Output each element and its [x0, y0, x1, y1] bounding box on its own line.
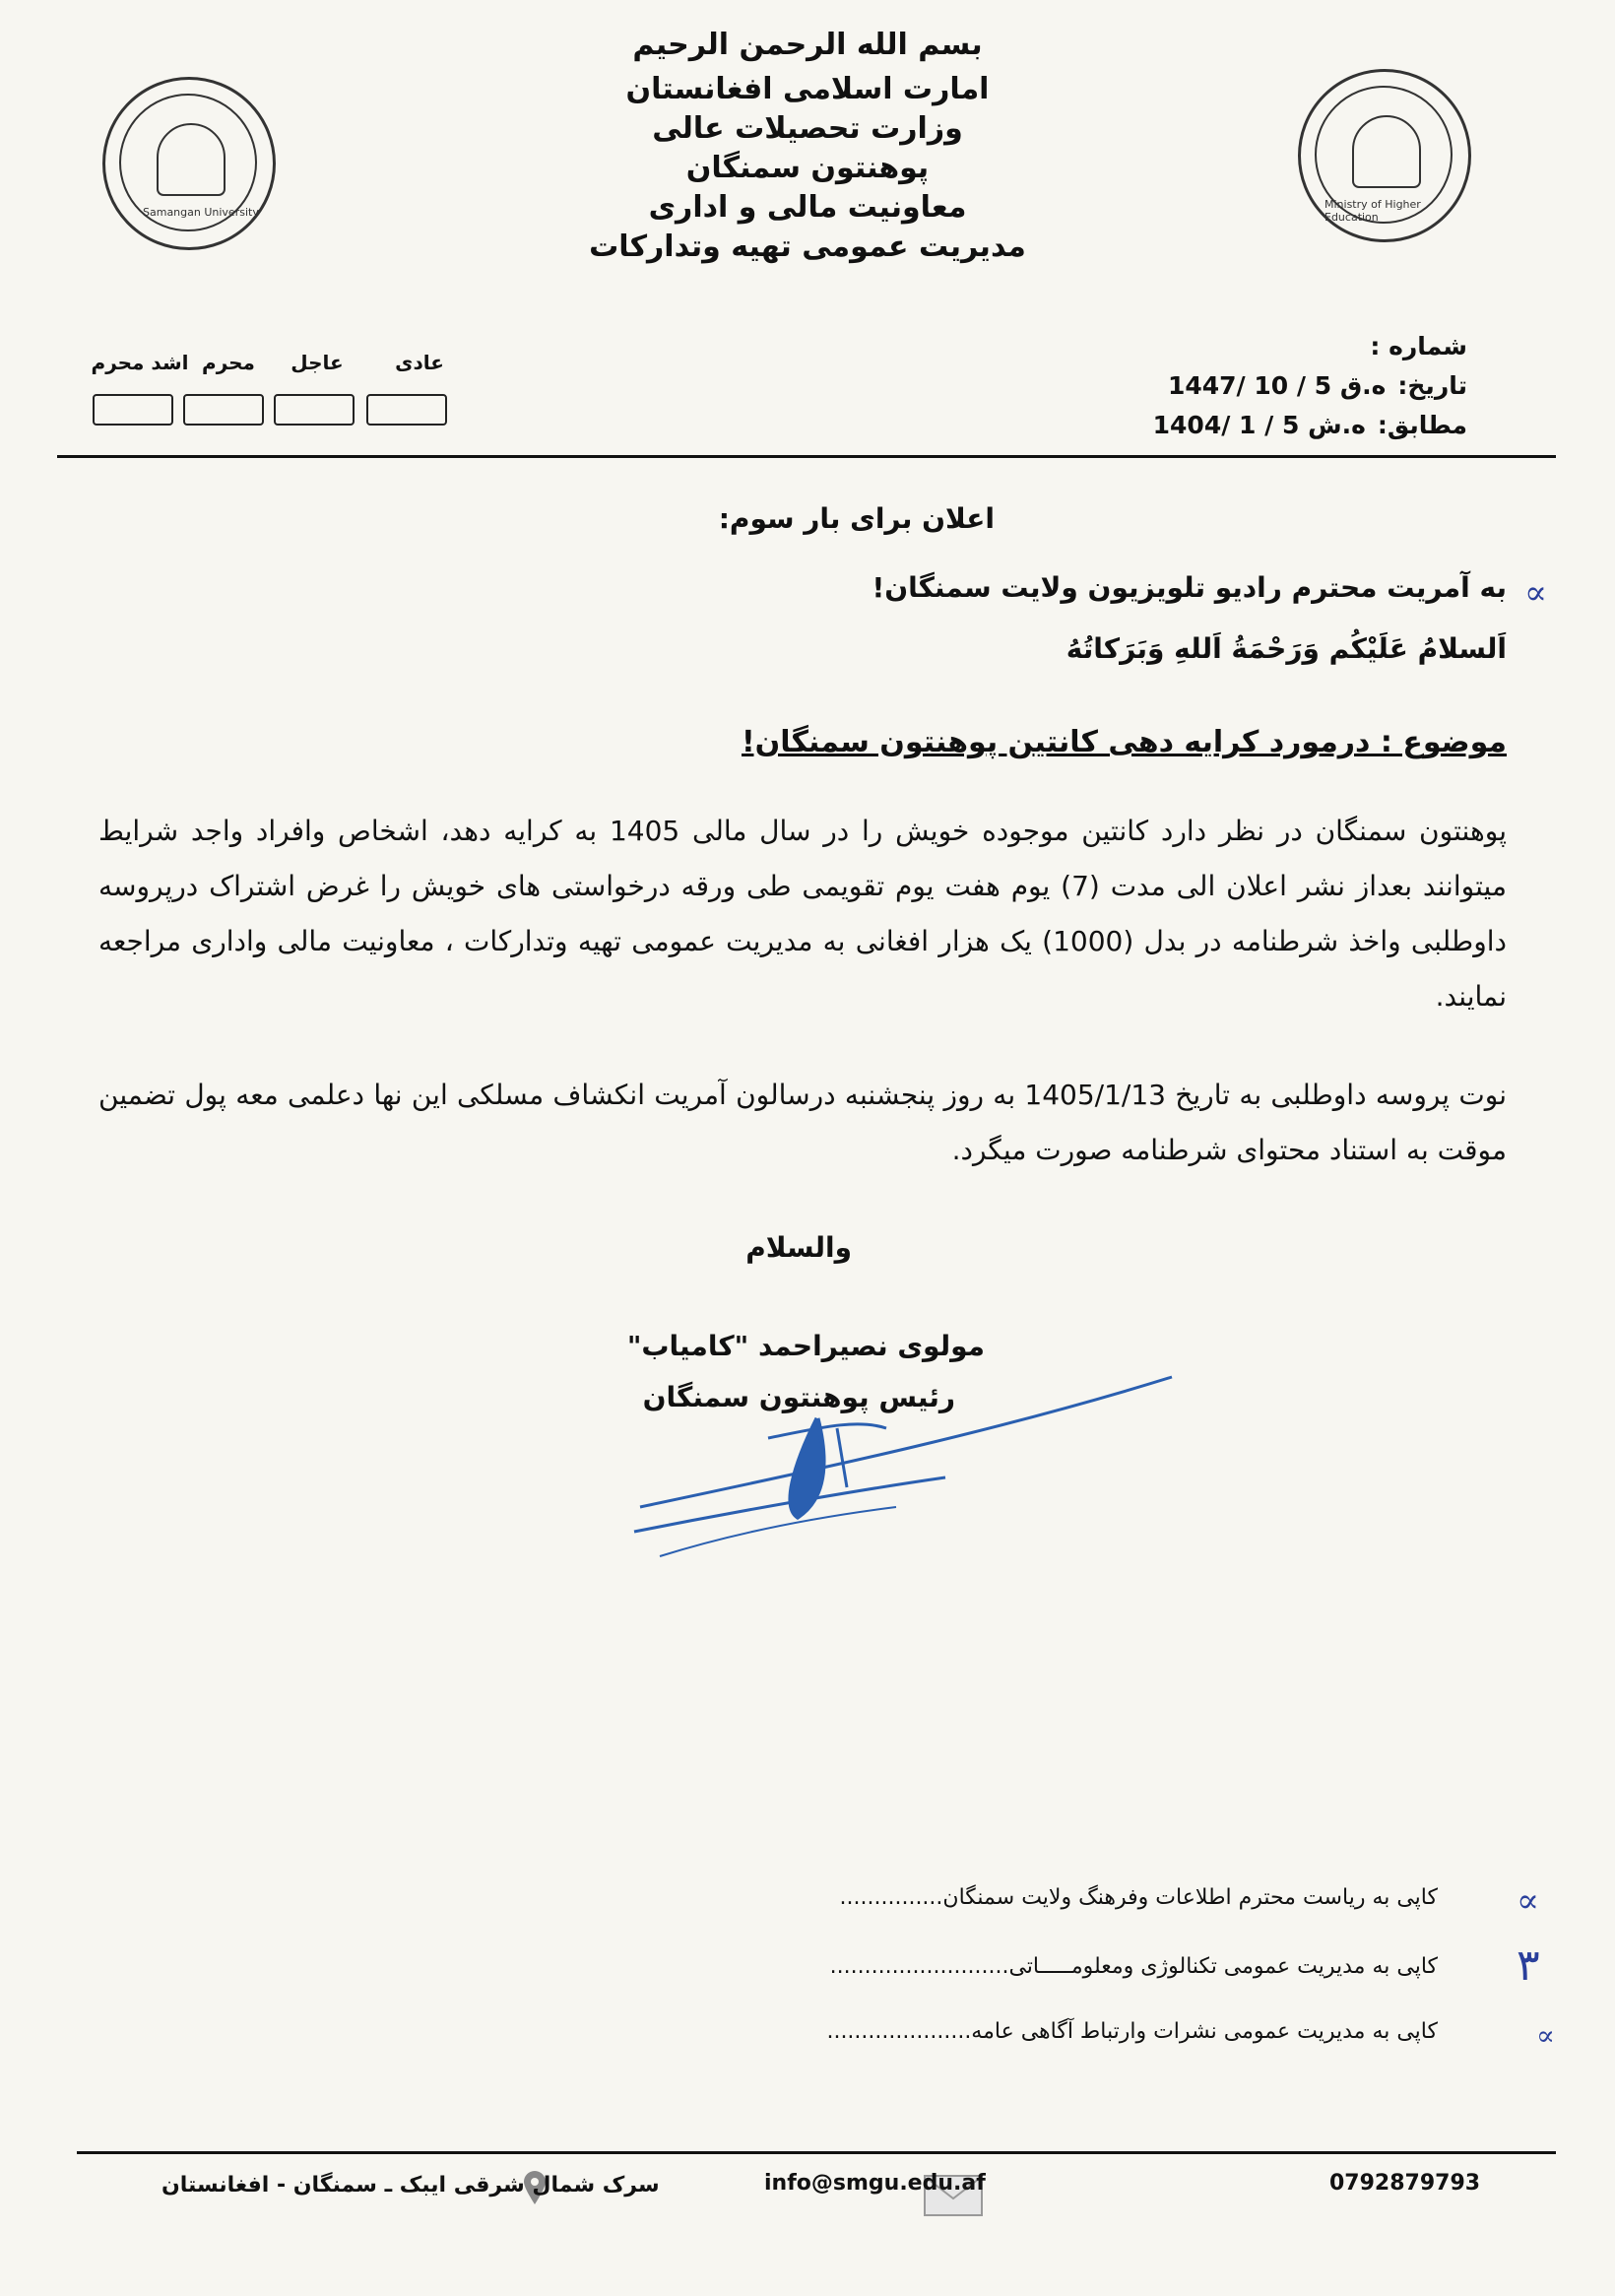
priority-box-normal[interactable]	[366, 394, 447, 426]
letterhead-line-2: وزارت تحصیلات عالی	[652, 111, 963, 146]
letterhead-line-5: مدیریت عمومی تهیه وتدارکات	[589, 230, 1026, 264]
header-divider	[57, 455, 1556, 458]
university-seal	[102, 77, 276, 250]
priority-box-urgent[interactable]	[274, 394, 355, 426]
cc-item-2: کاپی به مدیریت عمومی تکنالوژی ومعلومـــــاتی..........................	[829, 1954, 1438, 1979]
subject: موضوع : درمورد کرایه دهی کانتین پوهنتون سمنگان!	[742, 725, 1507, 759]
ministry-seal-text: Ministry of Higher Education	[1324, 198, 1421, 224]
signer-title: رئیس پوهنتون سمنگان	[642, 1381, 955, 1413]
match-date-value: 1404/ 1 / 5 ه.ش	[1152, 411, 1366, 439]
letterhead-line-1: امارت اسلامی افغانستان	[625, 72, 990, 106]
date-label: تاریخ:	[1397, 371, 1467, 400]
match-date-label: مطابق:	[1377, 411, 1467, 439]
cc-item-1: کاپی به ریاست محترم اطلاعات وفرهنگ ولایت سمنگان...............	[839, 1885, 1438, 1910]
greeting: اَلسلامُ عَلَیْکُم وَرَحْمَةُ اَللهِ وَبَرَکاتُهُ	[1066, 632, 1507, 665]
priority-label-urgent: عاجل	[291, 351, 344, 374]
priority-label-confidential: محرم	[202, 351, 255, 374]
addressee-bullet-icon: ∝	[1524, 573, 1548, 613]
number-label: شماره :	[1370, 332, 1467, 361]
bismillah: بسم الله الرحمن الرحيم	[632, 28, 983, 62]
footer-address: سرک شمال شرقی ایبک ـ سمنگان - افغانستان	[162, 2173, 660, 2198]
footer-divider	[77, 2151, 1556, 2154]
letterhead-line-4: معاونیت مالی و اداری	[648, 190, 967, 225]
body-paragraph-1: پوهنتون سمنگان در نظر دارد کانتین موجوده خویش را در سال مالی 1405 به کرایه دهد، اشخاص وافراد واجد شرایط میتوانند بعداز نشر اعلان الی مدت (7) یوم هفت یوم تقویمی طی ورقه درخواستی های خویش را غرض اشتراک درپروسه داوطلبی واخذ شرطنامه در بدل (1000) یک هزار افغانی به مدیریت عمومی تهیه وتدارکات ، معاونیت مالی واداری مراجعه نمایند.	[98, 815, 1507, 1013]
signer-name: مولوی نصیراحمد "کامیاب"	[626, 1330, 985, 1362]
priority-label-normal: عادی	[395, 351, 444, 374]
letterhead-line-3: پوهنتون سمنگان	[685, 151, 930, 185]
announcement-title: اعلان برای بار سوم:	[718, 502, 995, 535]
closing: والسلام	[745, 1231, 852, 1264]
letterhead	[551, 28, 1064, 267]
signature	[620, 1359, 1192, 1576]
addressee: به آمریت محترم رادیو تلویزیون ولایت سمنگان!	[872, 571, 1507, 604]
letter-meta	[1142, 327, 1467, 445]
university-seal-text: Samangan University	[143, 206, 259, 219]
book-emblem-icon	[157, 123, 226, 196]
priority-box-top-secret[interactable]	[93, 394, 173, 426]
footer-phone: 0792879793	[1329, 2171, 1481, 2196]
body-paragraph-2: نوت پروسه داوطلبی به تاریخ 1405/1/13 به روز پنجشنبه درسالون آمریت انکشاف مسلکی این نها دعلمی معه پول تضمین موقت به استناد محتوای شرطنامه صورت میگرد.	[98, 1079, 1507, 1166]
cc-item-3: کاپی به مدیریت عمومی نشرات وارتباط آگاهی عامه.....................	[826, 2019, 1438, 2044]
cc-bullet-1-icon: ∝	[1517, 1881, 1540, 1921]
cc-bullet-2-icon: ٣	[1517, 1940, 1540, 1991]
ministry-emblem-icon	[1352, 115, 1421, 188]
priority-label-top-secret: اشد محرم	[91, 351, 189, 374]
priority-box-confidential[interactable]	[183, 394, 264, 426]
footer-email: info@smgu.edu.af	[764, 2171, 986, 2196]
cc-bullet-3-icon: ∝	[1536, 2019, 1555, 2052]
date-value: 1447/ 10 / 5 ه.ق	[1167, 371, 1387, 400]
ministry-seal	[1298, 69, 1471, 242]
